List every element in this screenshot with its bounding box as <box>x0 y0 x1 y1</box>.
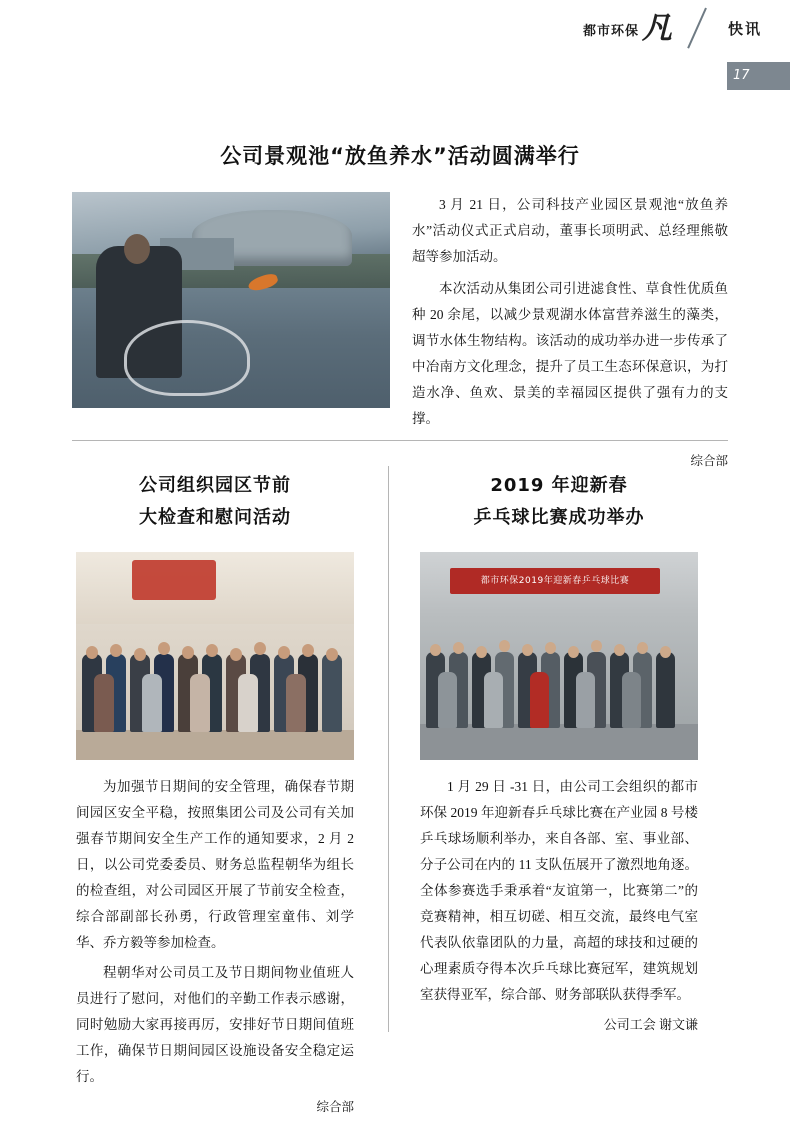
masthead-logo-text: 都市环保 <box>582 23 639 39</box>
top-article-body <box>72 192 728 480</box>
left-article-paragraph-1: 为加强节日期间的安全管理，确保春节期间园区安全平稳，按照集团公司及公司有关加强春节期间安全生产工作的通知要求，2 月 2 日，以公司党委委员、财务总监程朝华为组长的检查组，对公司园区开展了节前安全检查，综合部副部长孙勇，行政管理室童伟、刘学华、乔方毅等参加检查。 <box>76 779 354 950</box>
top-article-paragraph-2: 本次活动从集团公司引进滤食性、草食性优质鱼种 20 余尾，以减少景观湖水体富营养滋生的藻类，调节水体生物结构。该活动的成功举办进一步传承了中冶南方文化理念，提升了员工生态环保意识，为打造水净、鱼欢、景美的幸福园区提供了强有力的支撑。 <box>412 281 728 426</box>
right-article-headline <box>420 470 698 534</box>
page-header <box>0 0 800 100</box>
photo-net-shape <box>124 320 250 396</box>
photo-event-banner-text: 都市环保2019年迎新春乒乓球比赛 <box>480 576 630 586</box>
masthead <box>582 11 672 46</box>
left-article-photo <box>76 552 354 760</box>
photo-floor-shape <box>76 730 354 760</box>
top-article-byline: 综合部 <box>690 454 728 468</box>
left-article-byline: 综合部 <box>316 1100 354 1114</box>
right-article-byline: 公司工会 谢文谦 <box>603 1017 698 1032</box>
top-article <box>72 140 728 480</box>
section-label: 快讯 <box>728 20 763 38</box>
photo-person-head-shape <box>124 234 150 264</box>
horizontal-divider <box>72 440 728 441</box>
right-article-headline-line2: 乒乓球比赛成功举办 <box>473 507 645 528</box>
left-article-headline-line1: 公司组织园区节前 <box>139 475 291 496</box>
right-article-text <box>420 774 698 1038</box>
top-article-photo <box>72 192 390 408</box>
photo-floor-shape <box>420 724 698 760</box>
header-slash-divider <box>687 8 707 49</box>
masthead-logo-mark: 凡 <box>642 11 672 46</box>
top-article-text <box>412 192 728 480</box>
page-number-badge <box>727 62 790 90</box>
top-article-headline: 公司景观池“放鱼养水”活动圆满举行 <box>220 144 580 168</box>
photo-event-banner <box>450 568 660 594</box>
photo-group-shape <box>420 618 698 728</box>
right-article <box>420 470 698 1042</box>
right-article-headline-line1: 2019 年迎新春 <box>490 475 628 496</box>
page-number: 17 <box>733 68 750 83</box>
left-article-paragraph-2: 程朝华对公司员工及节日期间物业值班人员进行了慰问，对他们的辛勤工作表示感谢，同时勉励大家再接再厉，安排好节日期间值班工作，确保节日期间园区设施设备安全稳定运行。 <box>76 965 354 1084</box>
left-article-headline <box>76 470 354 534</box>
photo-banner-shape <box>132 560 216 600</box>
right-article-paragraph-1: 1 月 29 日 -31 日，由公司工会组织的都市环保 2019 年迎新春乒乓球比赛在产业园 8 号楼乒乓球场顺利举办，来自各部、室、事业部、分子公司在内的 11 支队伍展开了激烈地角逐。全体参赛选手秉承着“友谊第一，比赛第二”的竞赛精神，相互切磋、相互交流，最终电气室代表队依靠团队的力量，高超的球技和过硬的心理素质夺得本次乒乓球比赛冠军，建筑规划室获得亚军，综合部、财务部联队获得季军。 <box>420 779 698 1002</box>
top-article-paragraph-1: 3 月 21 日，公司科技产业园区景观池“放鱼养水”活动仪式正式启动，董事长项明武、总经理熊敬超等参加活动。 <box>412 197 728 264</box>
photo-group-shape <box>76 620 354 732</box>
right-article-photo <box>420 552 698 760</box>
vertical-divider <box>388 466 389 1032</box>
left-article-headline-line2: 大检查和慰问活动 <box>139 507 291 528</box>
left-article <box>76 470 354 1124</box>
left-article-text <box>76 774 354 1120</box>
